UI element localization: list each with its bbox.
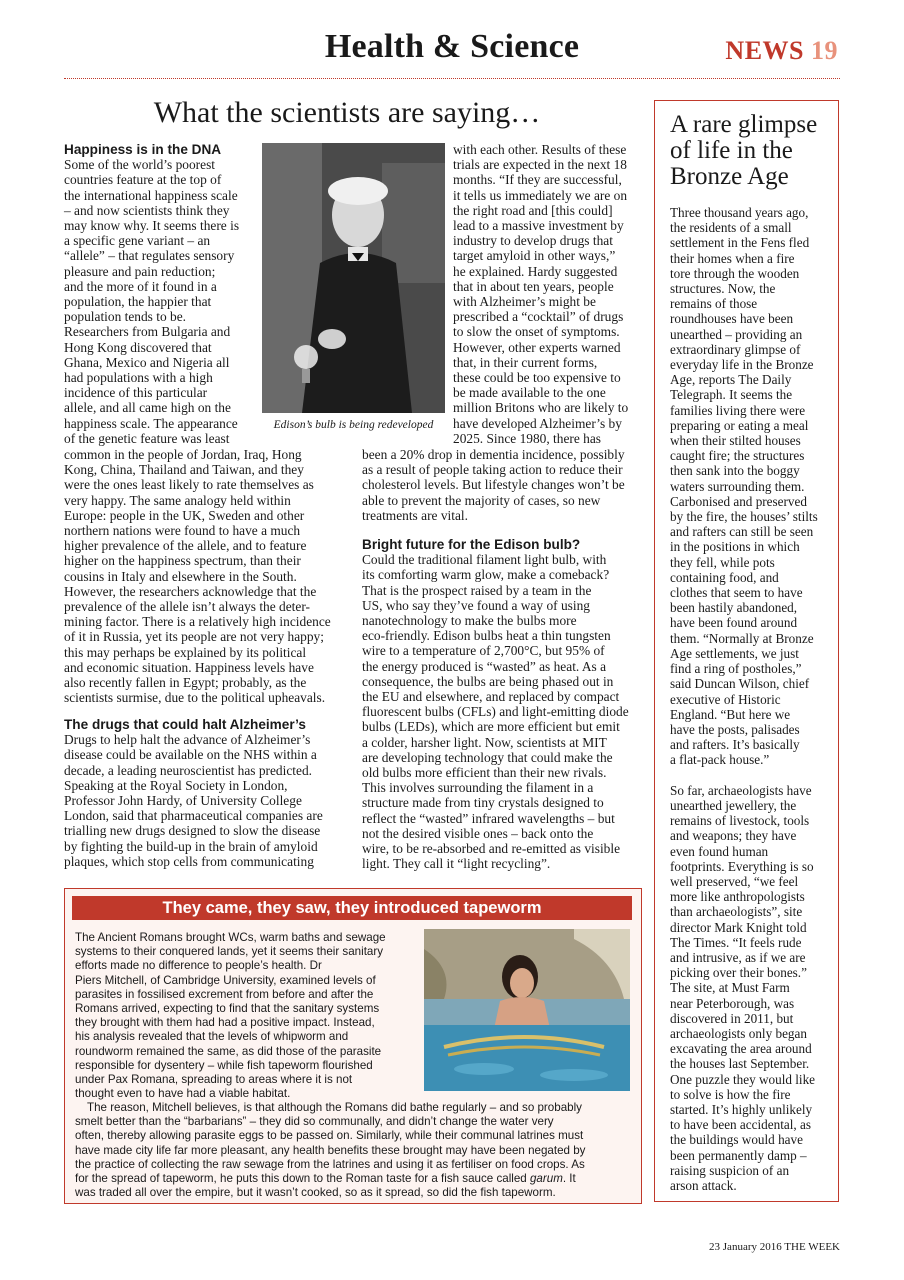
happiness-full-text: [64, 447, 354, 705]
happiness-line: incidence of this particular: [64, 385, 208, 401]
bronze-line: Age settlements, we just: [670, 645, 799, 661]
bronze-line: then sank into the boggy: [670, 463, 800, 479]
bronze-line: the residents of a small: [670, 220, 792, 236]
happiness-line: cousins in Italy and elsewhere in the South.: [64, 568, 297, 584]
tapeworm-garum-line: [75, 1172, 637, 1186]
alzheimers-line: with Alzheimer’s might be: [453, 294, 596, 310]
tapeworm-wide-line: have made city life far more pleasant, any health benefits these brought may have been negated by: [75, 1143, 586, 1157]
bronze-paragraph-2: [670, 783, 832, 1193]
tapeworm-line: responsible for dysentery – while fish tapeworm flourished: [75, 1058, 373, 1072]
bronze-line: and intrusive, as if we are: [670, 949, 806, 965]
alzheimers-line: target amyloid in other ways,”: [453, 248, 616, 264]
bronze-line: to have been accidental, as: [670, 1117, 811, 1133]
bronze-line: containing food, and: [670, 569, 779, 585]
bronze-line: a flat-pack house.”: [670, 752, 770, 768]
bronze-line: everyday life in the Bronze: [670, 357, 814, 373]
bronze-line: extraordinary glimpse of: [670, 341, 801, 357]
alzheimers-narrow-text: [453, 142, 643, 446]
section-title: Health & Science: [324, 28, 580, 65]
happiness-line: However, the researchers acknowledge that the: [64, 583, 317, 599]
alzheimers-continued-wide: [362, 447, 644, 523]
bronze-line: preparing or eating a meal: [670, 417, 809, 433]
tapeworm-wide-text: [75, 1101, 637, 1200]
bronze-line: been permanently damp –: [670, 1147, 807, 1163]
edison-line: US, who say they’ve found a way of using: [362, 597, 590, 613]
edison-line: its comforting warm glow, make a comeback?: [362, 567, 610, 583]
happiness-line: common in the people of Jordan, Iraq, Hong: [64, 447, 302, 462]
bronze-headline-line: of life in the: [670, 137, 793, 164]
edison-line: consequence, the bulbs are being phased out in: [362, 673, 614, 689]
bronze-line: their homes when a fire: [670, 250, 795, 266]
bronze-line: tore through the wooden: [670, 265, 800, 281]
alzheimers-line: decade, a leading neuroscientist has predicted.: [64, 762, 312, 778]
edison-line: wire, to be re-absorbed and re-emitted as visible: [362, 841, 621, 857]
alzheimers-line: with each other. Results of these: [453, 142, 627, 157]
tapeworm-wide-line: The reason, Mitchell believes, is that although the Romans did bathe regularly – and so probably: [87, 1101, 582, 1114]
alzheimers-line: be made available to the one: [453, 385, 606, 401]
alzheimers-line: able to prevent the majority of cases, so new: [362, 492, 601, 508]
bronze-line: the houses last September.: [670, 1056, 810, 1072]
edison-line: reflect the “wasted” infrared wavelengths – but: [362, 810, 615, 826]
alzheimers-line: the right road and [this could]: [453, 202, 613, 218]
edison-line: a colder, harsher light. Now, scientists at MIT: [362, 734, 607, 750]
bronze-line: they fell, while pots: [670, 554, 775, 570]
edison-body-text: [362, 552, 644, 871]
main-headline: What the scientists are saying…: [153, 96, 541, 129]
edison-line: bulbs (LEDs), which are more efficient but emit: [362, 719, 620, 735]
alzheimers-line: industry to develop drugs that: [453, 233, 613, 249]
bronze-headline-line: A rare glimpse: [670, 111, 818, 138]
happiness-line: Europe: people in the UK, Sweden and other: [64, 507, 305, 523]
bronze-line: Telegraph. It seems the: [670, 387, 793, 403]
alzheimers-line: Professor John Hardy, of University College: [64, 793, 302, 809]
tapeworm-narrow-text: [75, 931, 420, 1101]
bronze-line: waters surrounding them.: [670, 478, 805, 494]
alzheimers-line: it tells us immediately we are on: [453, 187, 628, 203]
alzheimers-line: disease could be available on the NHS within a: [64, 747, 317, 763]
bronze-line: than archaeologists”, site: [670, 904, 803, 920]
happiness-line: of the genetic feature was least: [64, 430, 230, 446]
bronze-line: picking over their bones.”: [670, 965, 807, 981]
bronze-line: roundhouses have been: [670, 311, 794, 327]
tapeworm-wide-line: smelt better than the “barbarians” – they did so communally, and didn’t change the water very: [75, 1115, 554, 1129]
bronze-line: started. It’s highly unlikely: [670, 1101, 813, 1117]
happiness-line: and the more of it found in a: [64, 278, 217, 294]
happiness-line: – and now scientists think they: [64, 202, 230, 218]
bronze-line: and weapons; they have: [670, 828, 797, 844]
news-word: NEWS: [725, 36, 804, 65]
happiness-line: “allele” – that regulates sensory: [64, 248, 235, 264]
bronze-line: raising suspicion of an: [670, 1162, 790, 1178]
alzheimers-line: have developed Alzheimer’s by: [453, 415, 622, 431]
happiness-line: of it in Russia, yet its people are not very happy;: [64, 629, 324, 645]
bronze-line: structures. Now, the: [670, 281, 776, 297]
tapeworm-line: under Pax Romana, spreading to areas where it is not: [75, 1073, 353, 1087]
alzheimers-line: these could be too expensive to: [453, 370, 621, 386]
tapeworm-line: roundworm remained the same, as did those of the parasite: [75, 1044, 382, 1058]
alzheimers-line: to slow the onset of symptoms.: [453, 324, 620, 340]
bronze-line: well preserved, “we feel: [670, 873, 799, 889]
tapeworm-line: systems to their conquered lands, yet it seems their sanitary: [75, 945, 384, 959]
tapeworm-photo: [424, 929, 630, 1091]
tapeworm-title: They came, they saw, they introduced tapeworm: [72, 896, 632, 920]
edison-line: wire to a temperature of 2,700°C, but 95% of: [362, 643, 605, 659]
happiness-line: were the ones least likely to rate themselves as: [64, 477, 314, 493]
tapeworm-line: his analysis revealed that the levels of whipworm and: [75, 1030, 349, 1044]
bronze-line: families living there were: [670, 402, 806, 418]
bronze-line: caught fire; the structures: [670, 448, 805, 464]
happiness-line: mining factor. There is a relatively high incidence: [64, 614, 331, 630]
bronze-line: England. “But here we: [670, 706, 791, 722]
happiness-line: a specific gene variant – an: [64, 233, 211, 249]
bronze-line: have been found around: [670, 615, 798, 631]
edison-title: Bright future for the Edison bulb?: [362, 537, 581, 552]
garum-word: garum: [529, 1172, 563, 1186]
alzheimers-line: as a result of people taking action to reduce their: [362, 462, 623, 478]
tapeworm-line: they brought with them had had a positive impact. Instead,: [75, 1016, 375, 1030]
bronze-line: near Peterborough, was: [670, 995, 795, 1011]
bronze-line: One puzzle they would like: [670, 1071, 816, 1087]
edison-line: nanotechnology to make the bulbs more: [362, 613, 577, 629]
happiness-line: Ghana, Mexico and Nigeria all: [64, 354, 230, 370]
bronze-line: arson attack.: [670, 1177, 737, 1193]
happiness-line: population, the happier that: [64, 294, 212, 310]
bronze-line: unearthed jewellery, the: [670, 797, 797, 813]
page-number: 19: [811, 36, 838, 65]
alzheimers-title: The drugs that could halt Alzheimer’s: [64, 717, 306, 732]
tapeworm-line: Piers Mitchell, of Cambridge University, examined levels of: [75, 973, 376, 987]
happiness-line: pleasure and pain reduction;: [64, 263, 216, 279]
bronze-line: and rafters. It’s basically: [670, 737, 800, 753]
alzheimers-line: plaques, which stop cells from communicating: [64, 853, 314, 869]
edison-line: Could the traditional filament light bulb, with: [362, 552, 607, 568]
bronze-age-headline: [670, 112, 832, 190]
edison-line: old bulbs more efficient than their new rivals.: [362, 765, 607, 781]
header-divider: [64, 78, 840, 79]
edison-caption: Edison’s bulb is being redeveloped: [273, 419, 434, 431]
alzheimers-line: London, said that pharmaceutical companies are: [64, 808, 323, 824]
tapeworm-line: parasites in fossilised excrement from before and after the: [75, 987, 374, 1001]
portrait-photo-icon: [262, 143, 445, 413]
alzheimers-line: treatments are vital.: [362, 507, 468, 523]
happiness-line: higher prevalence of the allele, and to feature: [64, 538, 307, 554]
happiness-title: Happiness is in the DNA: [64, 142, 222, 157]
bronze-line: The site, at Must Farm: [670, 980, 790, 996]
edison-line: light. They call it “light recycling”.: [362, 856, 551, 872]
edison-line: structure made from tiny crystals designed to: [362, 795, 604, 811]
bronze-line: find a ring of postholes,”: [670, 661, 802, 677]
footer-dateline: 23 January 2016 THE WEEK: [709, 1241, 840, 1253]
happiness-article-continued: [64, 447, 354, 705]
alzheimers-line: million Britons who are likely to: [453, 400, 629, 416]
bronze-line: Three thousand years ago,: [670, 205, 809, 220]
bronze-line: excavating the area around: [670, 1041, 812, 1057]
bronze-line: been hastily abandoned,: [670, 600, 798, 616]
happiness-line: northern nations were found to have a much: [64, 523, 301, 539]
news-page-label: [725, 36, 838, 66]
bronze-line: footprints. Everything is so: [670, 858, 814, 874]
tapeworm-line: efforts made no difference to people’s health. Dr: [75, 959, 322, 973]
alzheimers-line: trialling new drugs designed to slow the disease: [64, 823, 321, 839]
alzheimers-line: by fighting the build-up in the brain of amyloid: [64, 838, 318, 854]
edison-line: the EU and elsewhere, and replaced by compact: [362, 689, 620, 705]
happiness-line: may know why. It seems there is: [64, 218, 240, 234]
bronze-paragraph-1: [670, 205, 832, 768]
happiness-line: Some of the world’s poorest: [64, 157, 215, 173]
tapeworm-line: The Ancient Romans brought WCs, warm baths and sewage: [75, 931, 386, 944]
alzheimers-line: 2025. Since 1980, there has: [453, 430, 602, 446]
alzheimers-line: prescribed a “cocktail” of drugs: [453, 309, 624, 325]
bronze-line: unearthed – providing an: [670, 326, 803, 342]
bronze-line: them. “Normally at Bronze: [670, 630, 814, 646]
alzheimers-line: trials are expected in the next 18: [453, 157, 628, 173]
alzheimers-line: lead to a massive investment by: [453, 218, 624, 234]
bronze-line: more like anthropologists: [670, 889, 805, 905]
tapeworm-line: thought even to have had a viable habitat.: [75, 1087, 291, 1101]
bronze-line: executive of Historic: [670, 691, 781, 707]
bronze-line: and rafters can still be seen: [670, 524, 814, 540]
bronze-line: discovered in 2011, but: [670, 1010, 794, 1026]
happiness-line: happiness scale. The appearance: [64, 415, 238, 431]
happiness-line: also recently fallen in Egypt; probably, as the: [64, 675, 307, 691]
bronze-age-body: [670, 205, 832, 1193]
tapeworm-line: Romans arrived, expecting to find that the sanitary systems: [75, 1002, 380, 1016]
happiness-line: this may perhaps be explained by its political: [64, 644, 307, 660]
bronze-line: Carbonised and preserved: [670, 493, 807, 509]
alzheimers-line: However, other experts warned: [453, 339, 621, 355]
bronze-line: remains of livestock, tools: [670, 813, 810, 829]
alzheimers-line: Drugs to help halt the advance of Alzheimer’s: [64, 732, 311, 748]
edison-photo: [262, 143, 445, 413]
alzheimers-line: he explained. Hardy suggested: [453, 263, 618, 279]
tapeworm-wide-line-6: for the spread of tapeworm, he puts this down to the Roman taste for a fish sauce called: [75, 1172, 530, 1186]
bronze-line: when their stilted houses: [670, 433, 801, 449]
bronze-line: archaeologists only began: [670, 1025, 807, 1041]
tapeworm-last-line: was traded all over the empire, but it wasn’t cooked, so as it spread, so did the fish tapeworm.: [75, 1186, 556, 1200]
tapeworm-wide-line: often, thereby allowing parasite eggs to be passed on. Similarly, while their communal latrines must: [75, 1129, 584, 1143]
after-garum: . It: [562, 1172, 576, 1186]
edison-line: fluorescent bulbs (CFLs) and light-emitting diode: [362, 704, 629, 720]
bronze-line: Age, reports The Daily: [670, 372, 792, 388]
alzheimers-start-text: [64, 732, 354, 869]
happiness-article: [64, 142, 256, 446]
happiness-line: Researchers from Bulgaria and: [64, 324, 231, 340]
alzheimers-line: been a 20% drop in dementia incidence, possibly: [362, 447, 625, 462]
alzheimers-article: [64, 717, 354, 869]
bronze-line: remains of those: [670, 296, 758, 312]
bronze-line: to solve is how the fire: [670, 1086, 791, 1102]
tapeworm-wide-line: the practice of collecting the raw sewage from the latrines and using it as fertiliser on food crops. As: [75, 1157, 585, 1171]
happiness-line: scientists surmise, due to the political upheavals.: [64, 690, 326, 706]
edison-line: eco-friendly. Edison bulbs heat a thin tungsten: [362, 628, 611, 644]
edison-line: This involves surrounding the filament in a: [362, 780, 594, 796]
happiness-line: Kong, China, Thailand and Taiwan, and they: [64, 462, 304, 478]
alzheimers-line: that in about ten years, people: [453, 278, 614, 294]
edison-line: are developing technology that could make the: [362, 749, 613, 765]
edison-line: the energy produced is “wasted” as heat. As a: [362, 658, 607, 674]
alzheimers-line: Speaking at the Royal Society in London,: [64, 777, 288, 793]
bronze-line: by the fire, the houses’ stilts: [670, 509, 818, 525]
bronze-line: said Duncan Wilson, chief: [670, 676, 810, 692]
edison-line: That is the prospect raised by a team in the: [362, 582, 592, 598]
happiness-line: population tends to be.: [64, 309, 186, 325]
happiness-line: and economic situation. Happiness levels have: [64, 659, 314, 675]
happiness-line: very happy. The same analogy held within: [64, 492, 291, 508]
alzheimers-line: months. “If they are successful,: [453, 172, 622, 188]
bronze-line: in the positions in which: [670, 539, 800, 555]
paragraph-gap: [670, 768, 832, 783]
bronze-line: clothes that seem to have: [670, 585, 803, 601]
alzheimers-wide-text: [362, 447, 644, 523]
bronze-line: director Mark Knight told: [670, 919, 807, 935]
alzheimers-line: cholesterol levels. But lifestyle changes won’t be: [362, 477, 625, 493]
alzheimers-line: that, in their current forms,: [453, 354, 598, 370]
bronze-line: have the posts, palisades: [670, 721, 800, 737]
bronze-line: the buildings would have: [670, 1132, 803, 1148]
happiness-line: countries feature at the top of: [64, 172, 222, 188]
happiness-line: the international happiness scale: [64, 187, 238, 203]
bronze-line: The Times. “It feels rude: [670, 934, 802, 950]
happiness-line: prevalence of the allele isn’t always the deter-: [64, 599, 310, 615]
bronze-headline-line: Bronze Age: [670, 163, 789, 190]
alzheimers-continued-narrow: [453, 142, 643, 446]
bronze-line: even found human: [670, 843, 769, 859]
happiness-line: had populations with a high: [64, 370, 213, 386]
edison-article: [362, 537, 644, 871]
happiness-narrow-text: [64, 157, 256, 446]
edison-line: not the desired visible ones – back onto the: [362, 825, 594, 841]
happiness-line: Hong Kong discovered that: [64, 339, 212, 355]
happiness-line: allele, and all came high on the: [64, 400, 231, 416]
bath-scene-photo-icon: [424, 929, 630, 1091]
happiness-line: higher on the happiness spectrum, than their: [64, 553, 301, 569]
bronze-line: settlement in the Fens fled: [670, 235, 810, 251]
bronze-line: So far, archaeologists have: [670, 782, 812, 798]
